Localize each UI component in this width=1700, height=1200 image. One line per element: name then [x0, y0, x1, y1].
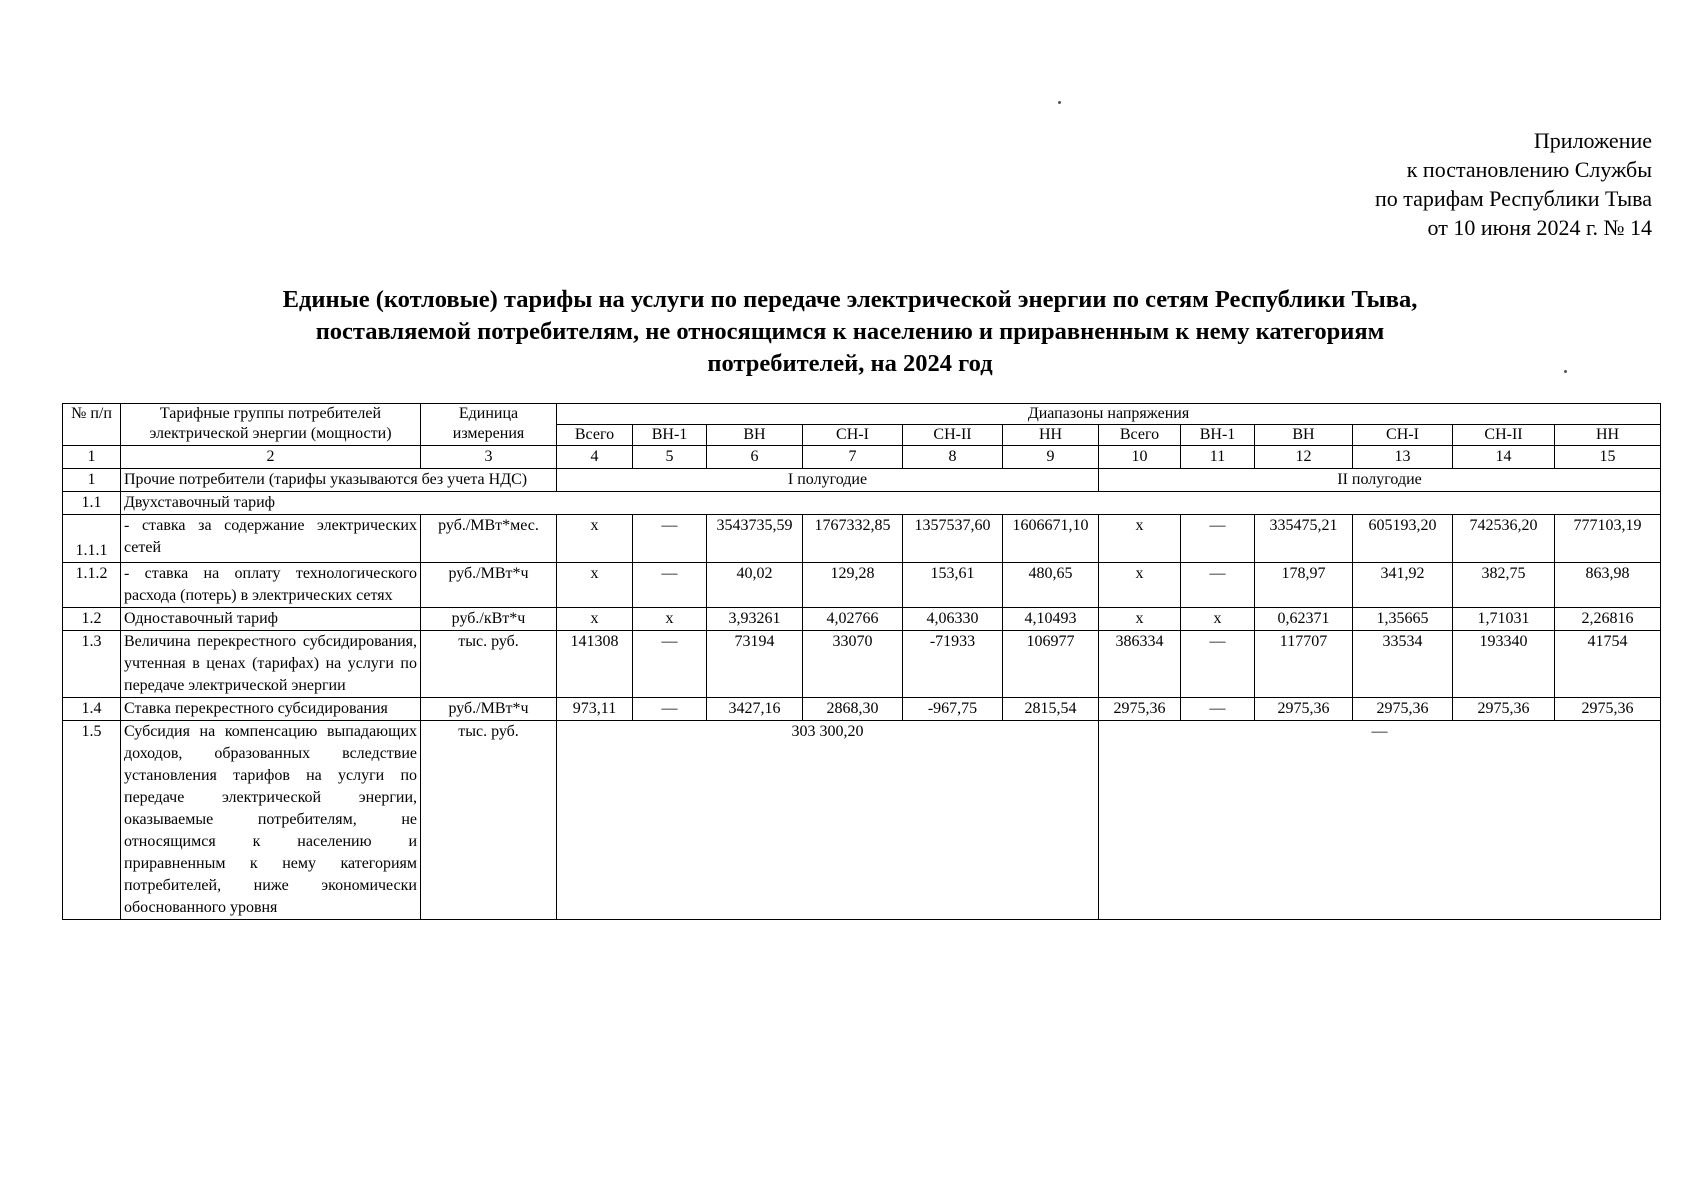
- column-number: 6: [707, 446, 803, 469]
- value-cell: 2975,36: [1555, 698, 1661, 721]
- column-number: 12: [1255, 446, 1353, 469]
- row-unit: руб./МВт*ч: [421, 563, 557, 608]
- voltage-header: СН-II: [903, 425, 1003, 446]
- value-cell: 106977: [1003, 631, 1099, 698]
- value-cell: 4,06330: [903, 608, 1003, 631]
- value-cell: 178,97: [1255, 563, 1353, 608]
- appendix-line: Приложение: [1533, 128, 1652, 153]
- voltage-header: Всего: [557, 425, 633, 446]
- value-cell: —: [633, 698, 707, 721]
- document-title: [150, 284, 1550, 380]
- column-number-row: [63, 446, 1661, 469]
- voltage-header: НН: [1555, 425, 1661, 446]
- value-cell: х: [557, 515, 633, 563]
- title-line: Единые (котловые) тарифы на услуги по передаче электрической энергии по сетям Республики Тыва,: [282, 286, 1418, 313]
- value-cell: 117707: [1255, 631, 1353, 698]
- value-cell: 73194: [707, 631, 803, 698]
- value-cell: —: [633, 631, 707, 698]
- value-cell: 605193,20: [1353, 515, 1453, 563]
- value-cell: х: [1099, 563, 1181, 608]
- column-number: 5: [633, 446, 707, 469]
- column-number: 4: [557, 446, 633, 469]
- row-num: 1.1.2: [63, 563, 121, 608]
- value-cell: 386334: [1099, 631, 1181, 698]
- row-unit: руб./кВт*ч: [421, 608, 557, 631]
- voltage-header: СН-I: [803, 425, 903, 446]
- section-row: [63, 469, 1661, 492]
- value-cell: —: [1181, 515, 1255, 563]
- value-cell: х: [633, 608, 707, 631]
- row-name: Ставка перекрестного субсидирования: [121, 698, 421, 721]
- appendix-line: по тарифам Республики Тыва: [1375, 186, 1652, 211]
- value-cell: —: [633, 563, 707, 608]
- subsidy-half1-value: 303 300,20: [557, 721, 1099, 920]
- value-cell: 341,92: [1353, 563, 1453, 608]
- value-cell: —: [1181, 631, 1255, 698]
- value-cell: -71933: [903, 631, 1003, 698]
- title-line: поставляемой потребителям, не относящимся к населению и приравненным к нему категориям: [315, 318, 1385, 345]
- row-num: 1.5: [63, 721, 121, 920]
- value-cell: х: [1099, 608, 1181, 631]
- value-cell: х: [1099, 515, 1181, 563]
- value-cell: 33070: [803, 631, 903, 698]
- voltage-header: ВН-1: [1181, 425, 1255, 446]
- scan-speck: [1564, 370, 1567, 373]
- table-row: [63, 608, 1661, 631]
- value-cell: —: [633, 515, 707, 563]
- value-cell: 335475,21: [1255, 515, 1353, 563]
- column-number: 1: [63, 446, 121, 469]
- header-unit: Единица измерения: [421, 404, 557, 446]
- value-cell: 40,02: [707, 563, 803, 608]
- row-num: 1.3: [63, 631, 121, 698]
- value-cell: 777103,19: [1555, 515, 1661, 563]
- value-cell: 193340: [1453, 631, 1555, 698]
- half-year-1: I полугодие: [557, 469, 1099, 492]
- column-number: 3: [421, 446, 557, 469]
- voltage-header: ВН: [707, 425, 803, 446]
- value-cell: 2868,30: [803, 698, 903, 721]
- value-cell: 33534: [1353, 631, 1453, 698]
- value-cell: 0,62371: [1255, 608, 1353, 631]
- row-name: - ставка за содержание электрических сетей: [121, 515, 421, 563]
- appendix-line: от 10 июня 2024 г. № 14: [1427, 215, 1652, 240]
- appendix-line: к постановлению Службы: [1406, 157, 1652, 182]
- row-name: Двухставочный тариф: [121, 492, 1661, 515]
- row-num: 1.1.1: [63, 515, 121, 563]
- row-num: 1.1: [63, 492, 121, 515]
- value-cell: 973,11: [557, 698, 633, 721]
- value-cell: х: [557, 608, 633, 631]
- value-cell: —: [1181, 563, 1255, 608]
- header-groups: Тарифные группы потребителей электрической энергии (мощности): [121, 404, 421, 446]
- row-name: Величина перекрестного субсидирования, учтенная в ценах (тарифах) на услуги по передаче электрической энергии: [121, 631, 421, 698]
- value-cell: 742536,20: [1453, 515, 1555, 563]
- table-row: [63, 721, 1661, 920]
- section-name: Прочие потребители (тарифы указываются без учета НДС): [121, 469, 557, 492]
- value-cell: 2975,36: [1353, 698, 1453, 721]
- subsidy-half2-value: —: [1099, 721, 1661, 920]
- value-cell: х: [557, 563, 633, 608]
- value-cell: -967,75: [903, 698, 1003, 721]
- voltage-header: ВН: [1255, 425, 1353, 446]
- table-row: [63, 563, 1661, 608]
- tariff-table: [62, 403, 1661, 920]
- voltage-header: ВН-1: [633, 425, 707, 446]
- row-name: - ставка на оплату технологического расхода (потерь) в электрических сетях: [121, 563, 421, 608]
- column-number: 14: [1453, 446, 1555, 469]
- column-number: 15: [1555, 446, 1661, 469]
- half-year-2: II полугодие: [1099, 469, 1661, 492]
- table-row: [63, 515, 1661, 563]
- voltage-header: НН: [1003, 425, 1099, 446]
- value-cell: 2,26816: [1555, 608, 1661, 631]
- value-cell: 2815,54: [1003, 698, 1099, 721]
- column-number: 2: [121, 446, 421, 469]
- value-cell: 3543735,59: [707, 515, 803, 563]
- scan-speck: [1058, 101, 1061, 104]
- row-name: Одноставочный тариф: [121, 608, 421, 631]
- value-cell: 3,93261: [707, 608, 803, 631]
- value-cell: 3427,16: [707, 698, 803, 721]
- value-cell: 4,02766: [803, 608, 903, 631]
- title-line: потребителей, на 2024 год: [707, 350, 993, 377]
- column-number: 10: [1099, 446, 1181, 469]
- value-cell: 41754: [1555, 631, 1661, 698]
- row-unit: тыс. руб.: [421, 631, 557, 698]
- row-num: 1.2: [63, 608, 121, 631]
- row-num: 1.4: [63, 698, 121, 721]
- value-cell: 141308: [557, 631, 633, 698]
- value-cell: 2975,36: [1453, 698, 1555, 721]
- row-unit: тыс. руб.: [421, 721, 557, 920]
- value-cell: —: [1181, 698, 1255, 721]
- column-number: 8: [903, 446, 1003, 469]
- column-number: 9: [1003, 446, 1099, 469]
- value-cell: 2975,36: [1099, 698, 1181, 721]
- row-unit: руб./МВт*ч: [421, 698, 557, 721]
- value-cell: 129,28: [803, 563, 903, 608]
- table-row: [63, 698, 1661, 721]
- value-cell: 1606671,10: [1003, 515, 1099, 563]
- table-row: [63, 492, 1661, 515]
- value-cell: 2975,36: [1255, 698, 1353, 721]
- value-cell: 153,61: [903, 563, 1003, 608]
- value-cell: 1767332,85: [803, 515, 903, 563]
- voltage-header: СН-II: [1453, 425, 1555, 446]
- voltage-header: Всего: [1099, 425, 1181, 446]
- row-name: Субсидия на компенсацию выпадающих доходов, образованных вследствие установления тарифов на услуги по передаче электрической энергии, оказываемые потребителям, не относящимся к населению и приравненным к нему категориям потребителей, ниже экономически обоснованного уровня: [121, 721, 421, 920]
- row-unit: руб./МВт*мес.: [421, 515, 557, 563]
- value-cell: 1357537,60: [903, 515, 1003, 563]
- value-cell: 863,98: [1555, 563, 1661, 608]
- value-cell: 382,75: [1453, 563, 1555, 608]
- value-cell: 480,65: [1003, 563, 1099, 608]
- appendix-block: [1375, 126, 1652, 242]
- value-cell: 1,35665: [1353, 608, 1453, 631]
- table-row: [63, 631, 1661, 698]
- header-row: [63, 404, 1661, 425]
- voltage-header: СН-I: [1353, 425, 1453, 446]
- value-cell: 1,71031: [1453, 608, 1555, 631]
- value-cell: 4,10493: [1003, 608, 1099, 631]
- header-voltage-ranges: Диапазоны напряжения: [557, 404, 1661, 425]
- column-number: 13: [1353, 446, 1453, 469]
- row-num: 1: [63, 469, 121, 492]
- value-cell: х: [1181, 608, 1255, 631]
- column-number: 11: [1181, 446, 1255, 469]
- column-number: 7: [803, 446, 903, 469]
- header-num: № п/п: [63, 404, 121, 446]
